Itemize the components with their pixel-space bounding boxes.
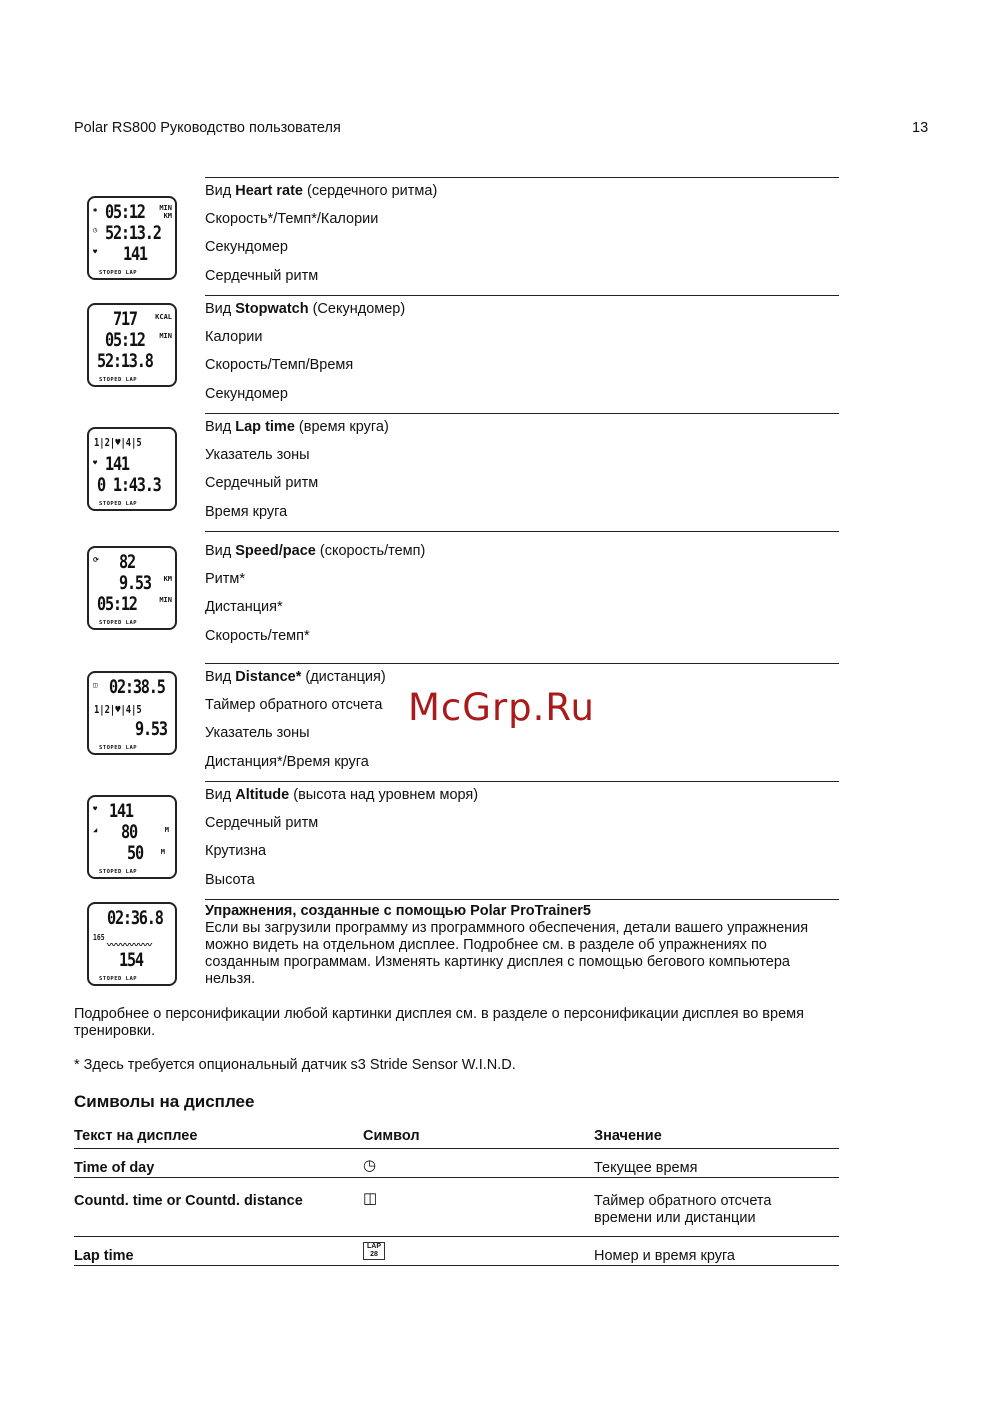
km-unit: KM [163, 575, 172, 583]
view-title: Вид Altitude (высота над уровнем моря) [205, 787, 479, 803]
lcd-footer: STOPED LAP [99, 501, 138, 507]
paragraph-personalization: Подробнее о персонификации любой картинки дисплея см. в разделе о персонификации дисплея во время тренировки. [74, 1006, 804, 1039]
lcd-line-3: 154 [119, 949, 143, 971]
lcd-footer: STOPED LAP [99, 869, 138, 875]
lcd-line-3: 0 1:43.3 [97, 474, 161, 496]
lcd-line-1: 717 [113, 308, 137, 330]
view-item: Калории [205, 329, 263, 346]
lcd-line-2: 141 [105, 453, 129, 475]
watch-display-stopwatch [87, 303, 177, 387]
watch-display-heart-rate [87, 196, 177, 280]
watch-display-lap-time [87, 427, 177, 511]
lcd-line-3: 50 [127, 842, 143, 864]
heart-icon: ♥ [93, 248, 98, 256]
view-title: Вид Heart rate (сердечного ритма) [205, 183, 438, 199]
lcd-line-2: 80 [121, 821, 137, 843]
column-header: Значение [594, 1128, 662, 1144]
watch-display-protrainer [87, 902, 177, 986]
lcd-line-1: 05:12 [105, 201, 145, 223]
heart-icon: ♥ [93, 459, 98, 467]
divider [205, 663, 839, 664]
lcd-line-3: 141 [123, 243, 147, 265]
view-item: Дистанция* [205, 599, 283, 616]
view-altitude [74, 781, 839, 899]
countdown-icon: ◫ [93, 681, 98, 689]
lcd-line-2: 05:12 [105, 329, 145, 351]
view-item: Секундомер [205, 385, 288, 402]
lcd-footer: STOPED LAP [99, 270, 138, 276]
row-meaning: Таймер обратного отсчета времени или дистанции [594, 1193, 772, 1226]
view-item: Высота [205, 871, 255, 888]
zone-pointer: 1|2|♥|4|5 [94, 436, 142, 449]
lcd-line-1: 02:36.8 [107, 907, 163, 929]
lcd-line-2: 9.53 [119, 572, 151, 594]
divider [205, 295, 839, 296]
clock-icon: ◷ [363, 1157, 377, 1174]
lcd-line-2: 165 [93, 933, 105, 942]
heart-icon: ♥ [93, 805, 98, 813]
table-header [74, 1128, 839, 1149]
protrainer-title: Упражнения, созданные с помощью Polar ProTrainer5 [205, 903, 591, 919]
view-item: Указатель зоны [205, 447, 310, 464]
view-item: Крутизна [205, 843, 267, 860]
view-item: Сердечный ритм [205, 267, 319, 284]
lcd-line-1: 82 [119, 551, 135, 573]
row-text: Lap time [74, 1248, 134, 1264]
view-lap-time [74, 413, 839, 531]
table-row [74, 1179, 839, 1237]
watch-display-speed-pace [87, 546, 177, 630]
cadence-icon: ⟳ [93, 556, 99, 564]
watch-display-altitude [87, 795, 177, 879]
page-number: 13 [912, 120, 929, 136]
row-text: Time of day [74, 1160, 155, 1176]
min-unit: MIN [159, 332, 172, 340]
divider [205, 413, 839, 414]
kcal-unit: KCAL [155, 313, 172, 321]
stopwatch-icon: ◷ [93, 226, 98, 234]
view-item: Время круга [205, 503, 288, 520]
table-row [74, 1238, 839, 1266]
view-item: Секундомер [205, 239, 288, 256]
view-speed-pace [74, 531, 839, 663]
lcd-line-3: 52:13.8 [97, 350, 153, 372]
m-unit: M [160, 848, 165, 856]
lcd-line-3: 05:12 [97, 593, 137, 615]
profile-graph-icon: 〰〰〰〰〰 [107, 941, 153, 951]
view-item: Таймер обратного отсчета [205, 697, 383, 714]
protrainer-text [205, 903, 835, 988]
lcd-footer: STOPED LAP [99, 976, 138, 982]
header-title: Polar RS800 Руководство пользователя [74, 120, 341, 136]
lcd-line-3: 9.53 [135, 718, 167, 740]
view-item: Ритм* [205, 571, 246, 588]
lap-icon: LAP 28 [363, 1242, 385, 1260]
watch-display-distance [87, 671, 177, 755]
footnote: * Здесь требуется опциональный датчик s3 Stride Sensor W.I.N.D. [74, 1057, 516, 1073]
view-item: Дистанция*/Время круга [205, 753, 369, 770]
countdown-timer-icon: ◫ [363, 1190, 378, 1207]
divider [205, 781, 839, 782]
column-header: Символ [363, 1128, 420, 1144]
min-unit: MIN [159, 204, 172, 212]
view-item: Скорость/темп* [205, 627, 310, 644]
lcd-footer: STOPED LAP [99, 745, 138, 751]
divider [205, 531, 839, 532]
divider [205, 899, 839, 900]
view-heart-rate [74, 177, 839, 295]
view-title: Вид Stopwatch (Секундомер) [205, 301, 406, 317]
view-stopwatch [74, 295, 839, 413]
view-title: Вид Speed/pace (скорость/темп) [205, 543, 426, 559]
lcd-footer: STOPED LAP [99, 377, 138, 383]
row-meaning: Текущее время [594, 1160, 698, 1176]
divider [205, 177, 839, 178]
view-title: Вид Lap time (время круга) [205, 419, 389, 435]
view-item: Скорость/Темп/Время [205, 357, 354, 374]
min-unit: MIN [159, 596, 172, 604]
view-item: Скорость*/Темп*/Калории [205, 211, 379, 228]
lcd-footer: STOPED LAP [99, 620, 138, 626]
view-item: Указатель зоны [205, 725, 310, 742]
zone-pointer: 1|2|♥|4|5 [94, 703, 142, 716]
table-row [74, 1150, 839, 1178]
slope-icon: ◢ [93, 826, 98, 834]
protrainer-body: Если вы загрузили программу из программного обеспечения, детали вашего упражнения можно видеть на отдельном дисплее. Подробнее см. в разделе об упражнениях по созданным программам. Изменять картинку дисплея с помощью бегового компьютера нельзя. [205, 920, 809, 987]
watermark: McGrp.Ru [408, 686, 595, 729]
km-unit: KM [163, 212, 172, 220]
view-item: Сердечный ритм [205, 475, 319, 492]
lcd-line-1: 02:38.5 [109, 676, 165, 698]
lcd-line-1: 141 [109, 800, 133, 822]
view-title: Вид Distance* (дистанция) [205, 669, 386, 685]
view-item: Сердечный ритм [205, 815, 319, 832]
column-header: Текст на дисплее [74, 1128, 198, 1144]
row-meaning: Номер и время круга [594, 1248, 735, 1264]
m-unit: M [164, 826, 169, 834]
lcd-line-2: 52:13.2 [105, 222, 161, 244]
row-text: Countd. time or Countd. distance [74, 1193, 303, 1209]
runner-icon: ✱ [93, 206, 98, 214]
section-title: Символы на дисплее [74, 1092, 255, 1111]
